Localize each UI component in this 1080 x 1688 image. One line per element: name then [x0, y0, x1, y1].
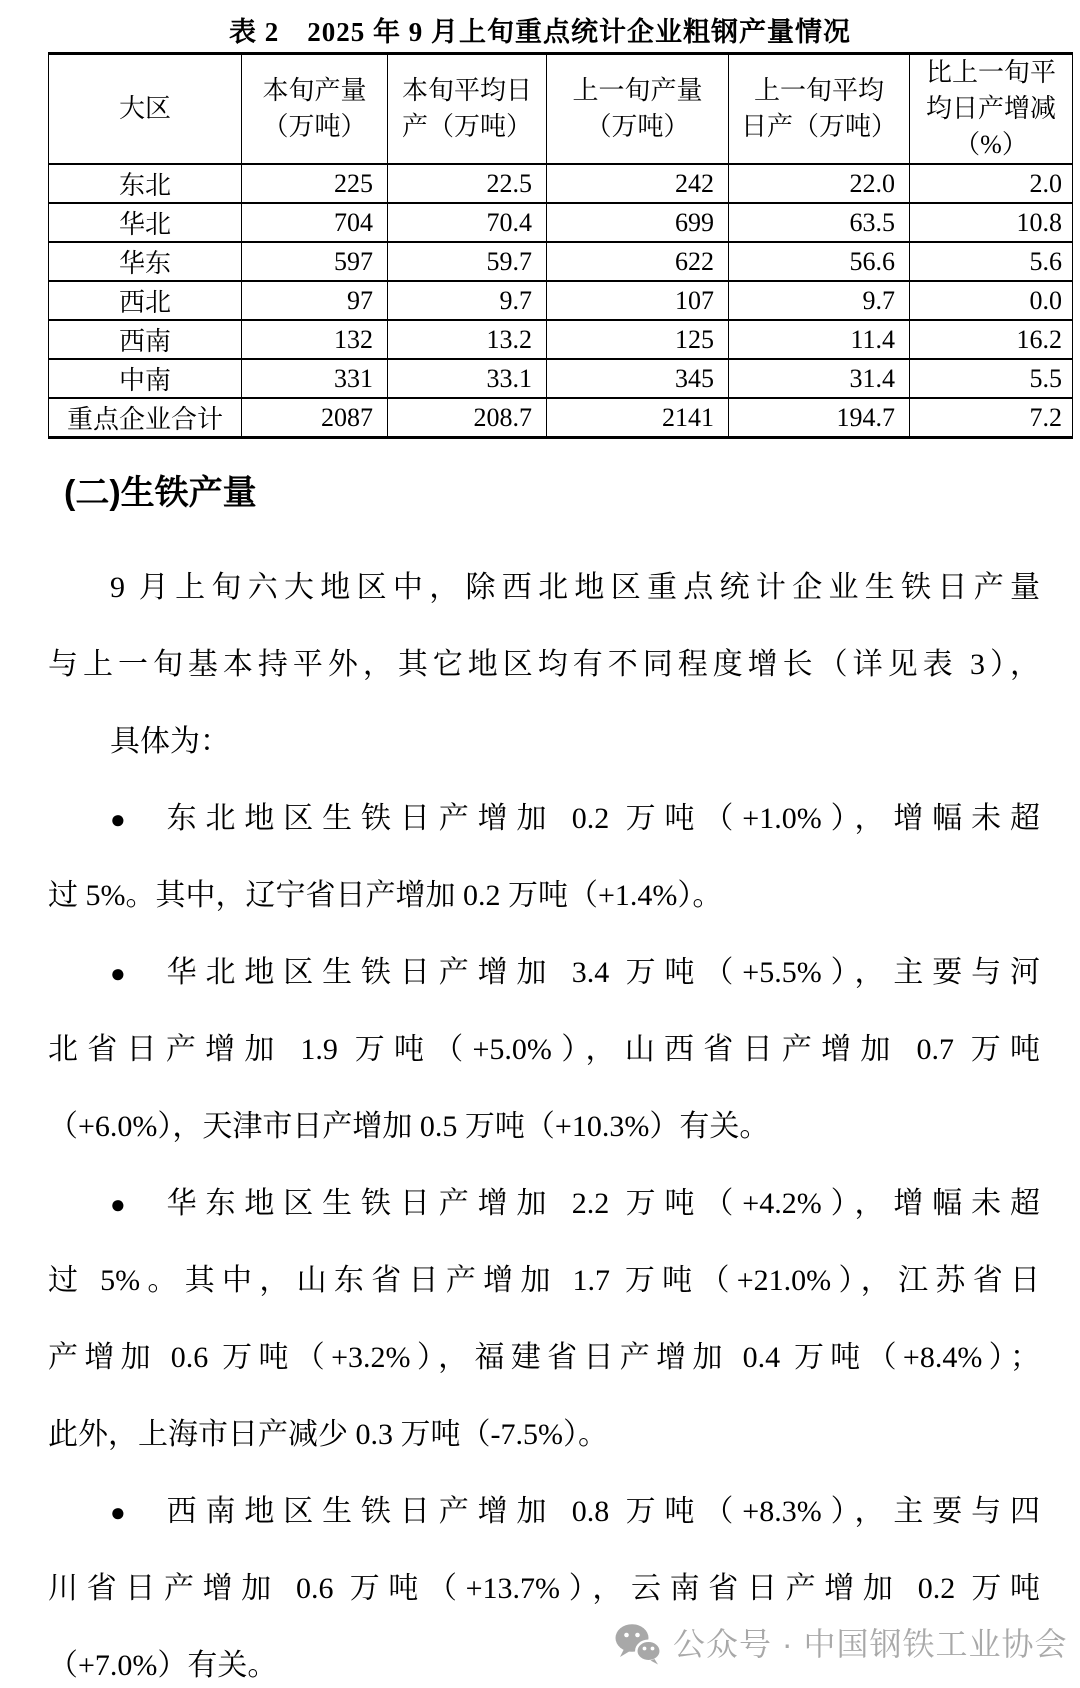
paragraph-line: 具体为： [110, 725, 230, 758]
cell-prev-daily: 63.5 [729, 203, 910, 242]
cell-region: 西南 [49, 320, 242, 359]
cell-prev-daily: 9.7 [729, 281, 910, 320]
cell-current-output: 225 [242, 164, 388, 203]
watermark-text: 公众号 · 中国钢铁工业协会 [673, 1626, 1068, 1662]
crude-steel-output-table [48, 52, 1073, 439]
cell-current-daily: 13.2 [388, 320, 547, 359]
cell-current-output: 704 [242, 203, 388, 242]
cell-prev-output: 345 [547, 359, 729, 398]
table-row-total [49, 398, 1073, 438]
cell-current-output: 2087 [242, 398, 388, 438]
header-line: 上一旬平均 [753, 76, 884, 105]
section-heading-pig-iron: (二)生铁产量 [64, 474, 257, 512]
wechat-icon [615, 1623, 661, 1665]
paragraph-line: 过 5%。其中，山东省日产增加 1.7 万吨（+21.0%），江苏省日 [48, 1264, 1040, 1297]
cell-change-pct: 5.5 [910, 359, 1073, 398]
cell-prev-output: 622 [547, 242, 729, 281]
header-line: 比上一旬平 [925, 58, 1056, 87]
cell-prev-daily: 22.0 [729, 164, 910, 203]
cell-change-pct: 7.2 [910, 398, 1073, 438]
table-row-southwest [49, 320, 1073, 359]
header-line: 本旬平均日 [401, 76, 532, 105]
cell-region: 华北 [49, 203, 242, 242]
table-header-prev-daily [729, 54, 910, 165]
bullet-line [48, 1473, 1040, 1550]
table-row-north [49, 203, 1073, 242]
paragraph-line: （+7.0%）有关。 [48, 1649, 278, 1682]
cell-change-pct: 0.0 [910, 281, 1073, 320]
cell-region: 中南 [49, 359, 242, 398]
cell-change-pct: 10.8 [910, 203, 1073, 242]
table-header-region [49, 54, 242, 165]
wechat-watermark [615, 1622, 1067, 1666]
paragraph-line: 产增加 0.6 万吨（+3.2%），福建省日产增加 0.4 万吨（+8.4%）； [48, 1341, 1040, 1374]
table-row-southcentral [49, 359, 1073, 398]
paragraph-line: 川省日产增加 0.6 万吨（+13.7%），云南省日产增加 0.2 万吨 [48, 1572, 1040, 1605]
paragraph-line: 此外，上海市日产减少 0.3 万吨（-7.5%）。 [48, 1418, 608, 1451]
table-header-change-pct [910, 54, 1073, 165]
header-line: 产（万吨） [401, 112, 532, 141]
cell-region: 重点企业合计 [49, 398, 242, 438]
bullet-line-text: 西南地区生铁日产增加 0.8 万吨（+8.3%），主要与四 [166, 1495, 1040, 1528]
table-header-current-output [242, 54, 388, 165]
cell-prev-output: 2141 [547, 398, 729, 438]
cell-prev-daily: 11.4 [729, 320, 910, 359]
cell-region: 东北 [49, 164, 242, 203]
bullet-line-text: 华东地区生铁日产增加 2.2 万吨（+4.2%），增幅未超 [166, 1187, 1040, 1220]
bullet-line [48, 934, 1040, 1011]
cell-change-pct: 16.2 [910, 320, 1073, 359]
header-line: 本旬产量 [262, 76, 367, 105]
paragraph-line: （+6.0%），天津市日产增加 0.5 万吨（+10.3%）有关。 [48, 1110, 770, 1143]
paragraph-line: 过 5%。其中，辽宁省日产增加 0.2 万吨（+1.4%）。 [48, 879, 723, 912]
cell-current-output: 132 [242, 320, 388, 359]
cell-current-daily: 22.5 [388, 164, 547, 203]
header-line: 大区 [118, 94, 171, 123]
cell-prev-daily: 31.4 [729, 359, 910, 398]
header-line: （万吨） [262, 112, 367, 141]
header-line: 上一旬产量 [572, 76, 703, 105]
bullet-icon: ● [110, 959, 135, 988]
cell-region: 华东 [49, 242, 242, 281]
bullet-line-text: 华北地区生铁日产增加 3.4 万吨（+5.5%），主要与河 [166, 956, 1040, 989]
paragraph-line: 北省日产增加 1.9 万吨（+5.0%），山西省日产增加 0.7 万吨 [48, 1033, 1040, 1066]
cell-current-output: 97 [242, 281, 388, 320]
cell-region: 西北 [49, 281, 242, 320]
paragraph-line: 与上一旬基本持平外，其它地区均有不同程度增长（详见表 3）， [48, 648, 1040, 681]
cell-current-output: 597 [242, 242, 388, 281]
table-title: 表 2 2025 年 9 月上旬重点统计企业粗钢产量情况 [229, 17, 851, 47]
table-header-prev-output [547, 54, 729, 165]
cell-prev-output: 107 [547, 281, 729, 320]
bullet-icon: ● [110, 805, 135, 834]
cell-change-pct: 2.0 [910, 164, 1073, 203]
bullet-line-text: 东北地区生铁日产增加 0.2 万吨（+1.0%），增幅未超 [166, 802, 1040, 835]
cell-prev-daily: 194.7 [729, 398, 910, 438]
bullet-icon: ● [110, 1498, 135, 1527]
table-row-northwest [49, 281, 1073, 320]
table-row-northeast [49, 164, 1073, 203]
bullet-icon: ● [110, 1190, 135, 1219]
cell-current-daily: 33.1 [388, 359, 547, 398]
paragraph-line: 9 月上旬六大地区中，除西北地区重点统计企业生铁日产量 [110, 571, 1040, 604]
table-row-east [49, 242, 1073, 281]
cell-prev-output: 242 [547, 164, 729, 203]
bullet-line [48, 780, 1040, 857]
cell-prev-daily: 56.6 [729, 242, 910, 281]
cell-prev-output: 125 [547, 320, 729, 359]
cell-current-output: 331 [242, 359, 388, 398]
cell-current-daily: 70.4 [388, 203, 547, 242]
table-header-row [49, 54, 1073, 165]
header-line: 日产（万吨） [740, 112, 897, 141]
table-header-current-daily [388, 54, 547, 165]
cell-change-pct: 5.6 [910, 242, 1073, 281]
body-text [48, 549, 1040, 1688]
cell-current-daily: 59.7 [388, 242, 547, 281]
header-line: （万吨） [585, 112, 690, 141]
cell-current-daily: 9.7 [388, 281, 547, 320]
header-line: （%） [954, 130, 1028, 159]
cell-prev-output: 699 [547, 203, 729, 242]
bullet-line [48, 1165, 1040, 1242]
cell-current-daily: 208.7 [388, 398, 547, 438]
header-line: 均日产增减 [925, 94, 1056, 123]
